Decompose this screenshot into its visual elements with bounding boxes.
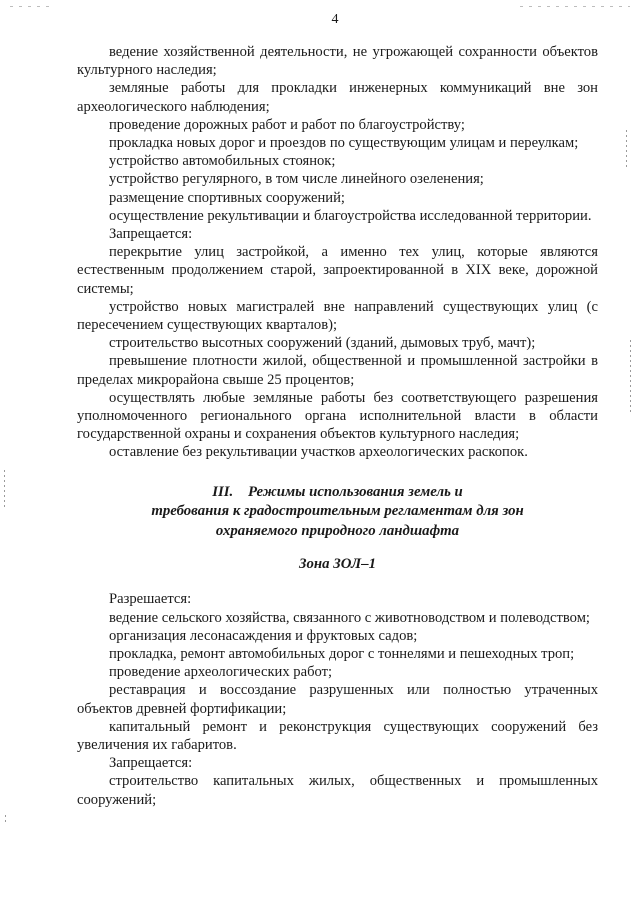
scan-noise [520, 6, 630, 7]
scan-edge-mark [5, 815, 6, 823]
section-heading-line: требования к градостроительным регламентам для зон [151, 503, 524, 520]
paragraph: организация лесонасаждения и фруктовых садов; [109, 627, 418, 644]
section-zone-rules [77, 590, 598, 808]
paragraph: размещение спортивных сооружений; [109, 189, 345, 206]
paragraph: капитальный ремонт и реконструкция существующих сооружений без увеличения их габаритов. [77, 718, 598, 753]
paragraph: осуществлять любые земляные работы без соответствующего разрешения уполномоченного регионального органа исполнительной власти в области государственной охраны и сохранения объектов культурного наследия; [77, 389, 598, 443]
paragraph: оставление без рекультивации участков археологических раскопок. [109, 444, 528, 461]
section-heading [77, 483, 598, 542]
page-number: 4 [331, 12, 339, 27]
section-allowed-list-continued [77, 43, 598, 462]
paragraph: земляные работы для прокладки инженерных коммуникаций вне зон археологического наблюдения; [77, 80, 598, 115]
scan-noise [10, 6, 50, 7]
document-body [77, 43, 598, 809]
scan-edge-mark [626, 130, 627, 170]
paragraph: перекрытие улиц застройкой, а именно тех улиц, которые являются естественным продолжением старой, запроектированной в XIX веке, дорожной системы; [77, 244, 598, 297]
paragraph: реставрация и воссоздание разрушенных или полностью утраченных объектов древней фортификации; [77, 682, 598, 717]
section-heading-line: III. Режимы использования земель и [212, 483, 463, 500]
paragraph: проведение археологических работ; [109, 664, 333, 681]
scan-edge-mark [4, 470, 5, 510]
prohibited-label: Запрещается: [109, 226, 193, 243]
paragraph: ведение хозяйственной деятельности, не угрожающей сохранности объектов культурного наследия; [77, 44, 598, 79]
scan-edge-mark [630, 340, 631, 415]
paragraph: строительство капитальных жилых, общественных и промышленных сооружений; [77, 773, 598, 808]
paragraph: устройство новых магистралей вне направлений существующих улиц (с пересечением существующих кварталов); [77, 298, 598, 334]
paragraph: устройство автомобильных стоянок; [109, 153, 336, 170]
prohibited-label: Запрещается: [109, 755, 193, 772]
paragraph: проведение дорожных работ и работ по благоустройству; [109, 116, 465, 133]
zone-title: Зона ЗОЛ–1 [298, 556, 377, 573]
section-heading-line: охраняемого природного ландшафта [215, 522, 460, 539]
paragraph: прокладка, ремонт автомобильных дорог с тоннелями и пешеходных троп; [109, 645, 575, 662]
paragraph: устройство регулярного, в том числе линейного озеленения; [109, 171, 484, 188]
paragraph: превышение плотности жилой, общественной и промышленной застройки в пределах микрорайона свыше 25 процентов; [77, 353, 598, 388]
paragraph: осуществление рекультивации и благоустройства исследованной территории. [109, 207, 592, 224]
allowed-label: Разрешается: [109, 591, 192, 608]
paragraph: прокладка новых дорог и проездов по существующим улицам и переулкам; [109, 135, 579, 152]
paragraph: строительство высотных сооружений (зданий, дымовых труб, мачт); [109, 335, 536, 352]
paragraph: ведение сельского хозяйства, связанного с животноводством и полеводством; [109, 609, 590, 626]
